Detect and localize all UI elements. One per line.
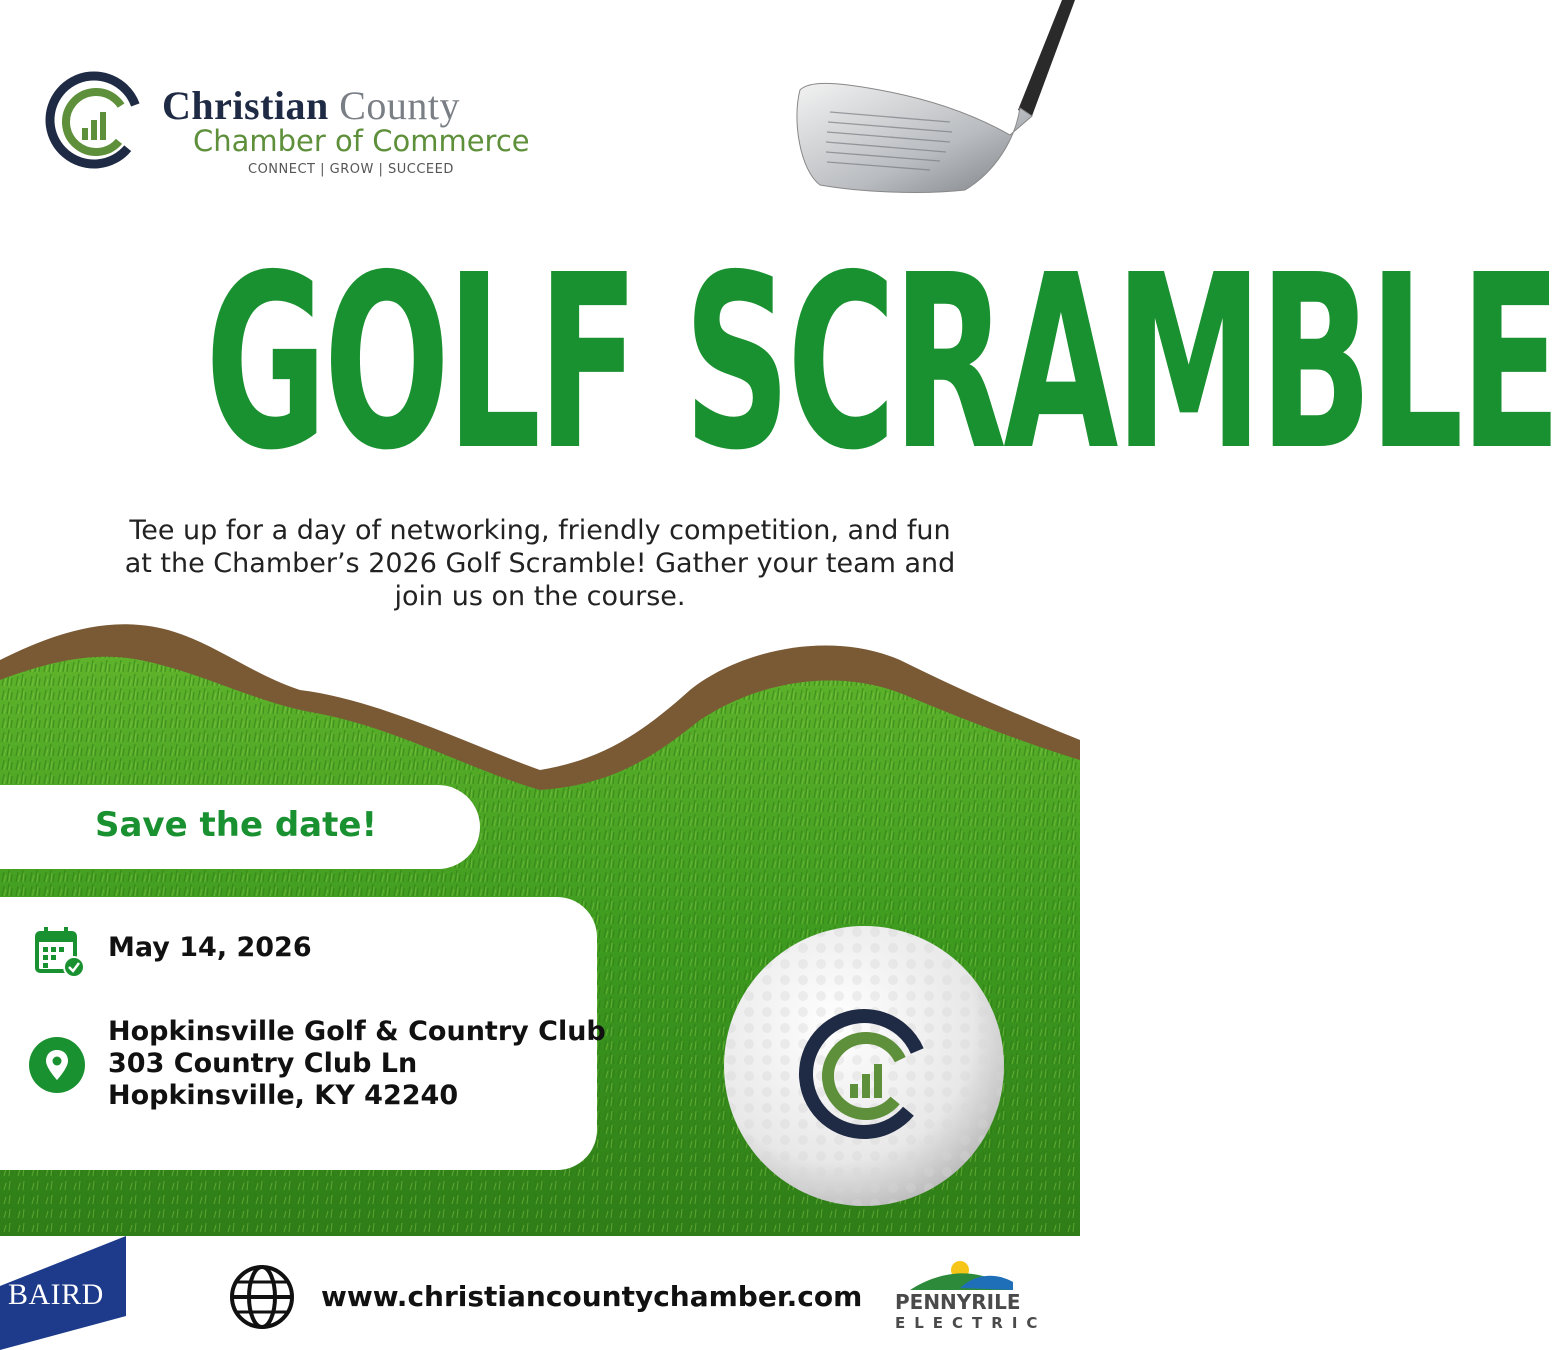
org-name-second: County <box>339 83 461 128</box>
save-the-date-label: Save the date! <box>95 805 377 845</box>
pennyrile-sponsor-sub: ELECTRIC <box>895 1314 1047 1332</box>
golf-ball-image <box>722 924 1006 1208</box>
event-headline: GOLF SCRAMBLE <box>205 223 1558 503</box>
org-subtitle: Chamber of Commerce <box>193 124 530 158</box>
website-link[interactable]: www.christiancountychamber.com <box>321 1280 863 1313</box>
map-pin-icon <box>29 1037 85 1093</box>
globe-icon <box>229 1264 295 1330</box>
venue-address-line2: Hopkinsville, KY 42240 <box>108 1080 459 1111</box>
org-tagline: CONNECT | GROW | SUCCEED <box>248 162 454 177</box>
baird-sponsor-name: BAIRD <box>8 1278 104 1311</box>
org-name <box>162 82 460 129</box>
pennyrile-sponsor-name: PENNYRILE <box>895 1290 1021 1314</box>
event-intro-text: Tee up for a day of networking, friendly competition, and fun at the Chamber’s 2026 Golf Scramble! Gather your team and join us on the course. <box>124 515 956 612</box>
event-date: May 14, 2026 <box>108 932 312 963</box>
golf-club-image <box>780 0 1080 215</box>
org-name-first: Christian <box>162 83 329 128</box>
calendar-check-icon <box>34 925 86 979</box>
venue-address-line1: 303 Country Club Ln <box>108 1048 418 1079</box>
venue-name: Hopkinsville Golf & Country Club <box>108 1016 606 1047</box>
chamber-logo-icon <box>44 70 144 170</box>
